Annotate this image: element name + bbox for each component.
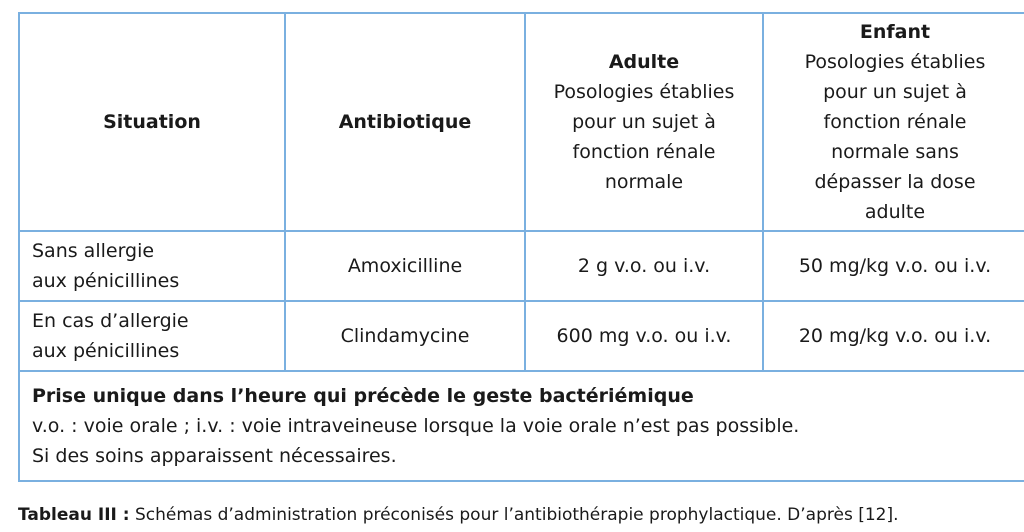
header-enfant-line: Posologies établies — [804, 51, 986, 73]
header-situation: Situation — [19, 13, 285, 231]
cell-antibiotique: Amoxicilline — [285, 231, 525, 301]
situation-line: Sans allergie — [32, 240, 155, 262]
table-caption — [18, 504, 899, 526]
header-enfant-title: Enfant — [859, 21, 931, 43]
situation-line: En cas d’allergie — [32, 310, 189, 332]
caption-text: Schémas d’administration préconisés pour l’antibiothérapie prophylactique. D’après [12]. — [129, 505, 899, 525]
footer-row — [19, 371, 1024, 481]
table-footer — [19, 371, 1024, 481]
footer-line: Si des soins apparaissent nécessaires. — [32, 445, 397, 467]
header-adulte — [525, 13, 763, 231]
footer-line: v.o. : voie orale ; i.v. : voie intraveineuse lorsque la voie orale n’est pas possible. — [32, 415, 800, 437]
situation-line: aux pénicillines — [32, 270, 180, 292]
header-row — [19, 13, 1024, 231]
header-adulte-title: Adulte — [608, 51, 680, 73]
cell-enfant: 50 mg/kg v.o. ou i.v. — [763, 231, 1024, 301]
header-enfant-line: adulte — [864, 201, 926, 223]
table-row — [19, 231, 1024, 301]
header-adulte-line: normale — [604, 171, 684, 193]
cell-adulte: 600 mg v.o. ou i.v. — [525, 301, 763, 371]
header-enfant-line: pour un sujet à — [823, 81, 967, 103]
footer-bold-line: Prise unique dans l’heure qui précède le geste bactériémique — [32, 385, 694, 407]
situation-line: aux pénicillines — [32, 340, 180, 362]
cell-situation — [19, 301, 285, 371]
cell-adulte: 2 g v.o. ou i.v. — [525, 231, 763, 301]
header-adulte-line: pour un sujet à — [572, 111, 716, 133]
header-adulte-line: Posologies établies — [553, 81, 735, 103]
header-enfant-line: dépasser la dose — [814, 171, 976, 193]
header-adulte-line: fonction rénale — [572, 141, 716, 163]
header-enfant — [763, 13, 1024, 231]
caption-label: Tableau III : — [18, 505, 130, 525]
cell-situation — [19, 231, 285, 301]
cell-enfant: 20 mg/kg v.o. ou i.v. — [763, 301, 1024, 371]
cell-antibiotique: Clindamycine — [285, 301, 525, 371]
table-row — [19, 301, 1024, 371]
header-enfant-line: fonction rénale — [823, 111, 967, 133]
antibiotic-table — [18, 12, 1024, 482]
header-antibiotique: Antibiotique — [285, 13, 525, 231]
header-enfant-line: normale sans — [831, 141, 959, 163]
